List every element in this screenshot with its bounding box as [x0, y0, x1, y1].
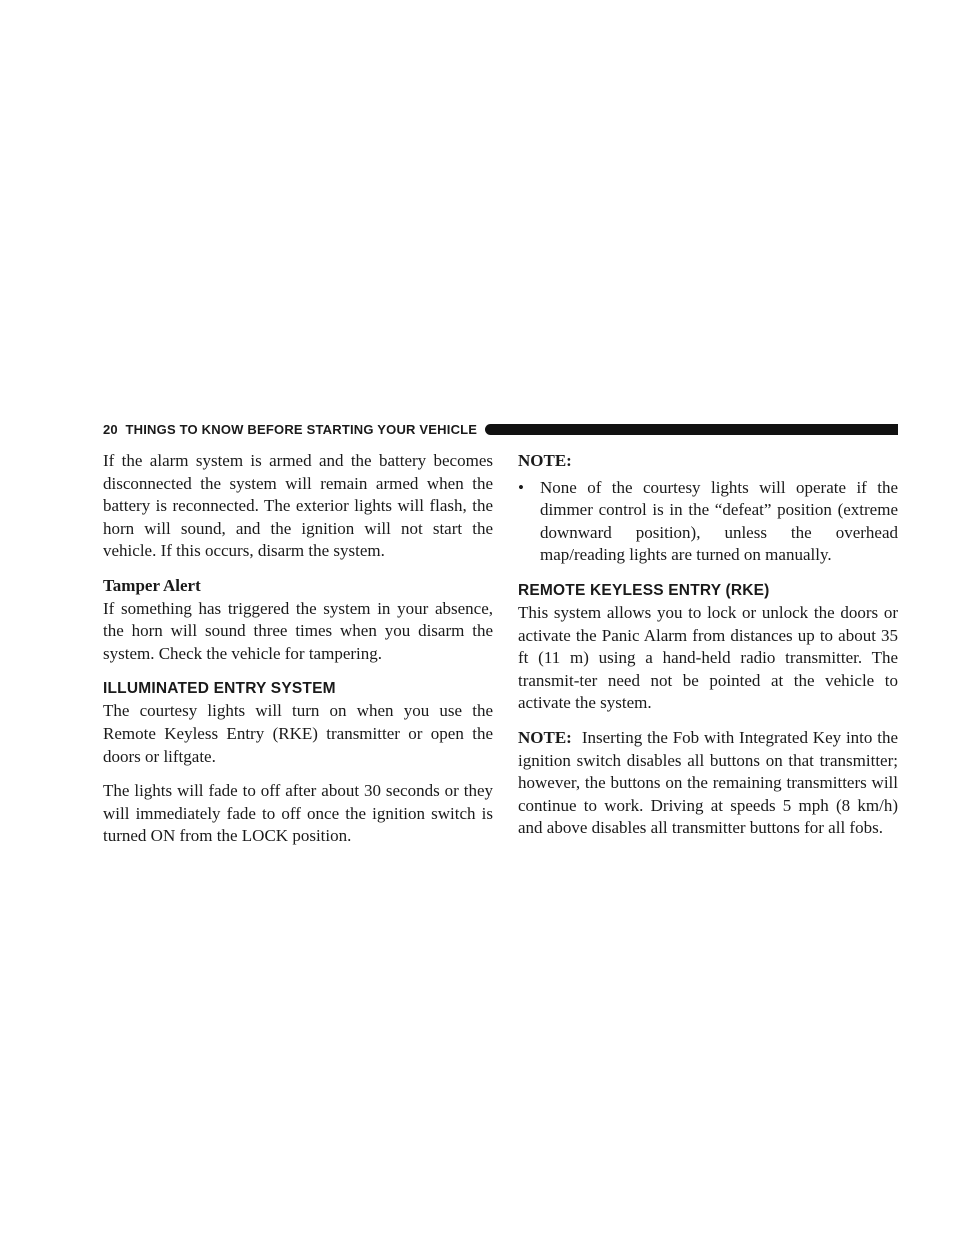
note-bullet-item — [518, 477, 898, 567]
rke-note-text: Inserting the Fob with Integrated Key into the ignition switch disables all buttons on that transmitter; however, the buttons on the remaining transmitters will continue to work. Driving at speeds 5 mph (8 km/h) and above disables all transmitter buttons for all fobs. — [518, 727, 898, 838]
illuminated-entry-heading: ILLUMINATED ENTRY SYSTEM — [103, 680, 336, 698]
note-label: NOTE: — [518, 451, 572, 470]
tamper-alert-heading: Tamper Alert — [103, 575, 201, 595]
rke-paragraph: This system allows you to lock or unlock the doors or activate the Panic Alarm from distances up to about 35 ft (11 m) using a hand-held radio transmitter. The transmit-ter need not be pointed at the vehicle to activate the system. — [518, 602, 898, 713]
rke-note-paragraph — [518, 727, 898, 840]
illuminated-entry-paragraph-2: The lights will fade to off after about 30 seconds or they will immediately fade to off once the ignition switch is turned ON from the LOCK position. — [103, 781, 493, 846]
left-column — [103, 450, 493, 860]
alarm-battery-paragraph: If the alarm system is armed and the battery becomes disconnected the system will remain armed when the battery is reconnected. The exterior lights will flash, the horn will sound, and the ignition will not start the vehicle. If this occurs, disarm the system. — [103, 451, 493, 561]
page-header — [103, 418, 898, 440]
rke-heading: REMOTE KEYLESS ENTRY (RKE) — [518, 581, 770, 599]
tamper-alert-paragraph: If something has triggered the system in your absence, the horn will sound three times when you disarm the system. Check the vehicle for tampering. — [103, 598, 493, 663]
page-header-text — [103, 422, 477, 437]
bullet-mark: • — [518, 477, 524, 497]
rke-note-label: NOTE: — [518, 727, 572, 747]
note-bullet-text: None of the courtesy lights will operate if the dimmer control is in the “defeat” position (extreme downward position), unless the overhead map/reading lights are turned on manually. — [540, 477, 898, 565]
header-bar — [485, 424, 898, 435]
right-column — [518, 450, 898, 852]
illuminated-entry-paragraph-1: The courtesy lights will turn on when you use the Remote Keyless Entry (RKE) transmitter or open the doors or liftgate. — [103, 701, 493, 766]
running-title: THINGS TO KNOW BEFORE STARTING YOUR VEHICLE — [125, 421, 478, 437]
page-number: 20 — [103, 421, 118, 437]
